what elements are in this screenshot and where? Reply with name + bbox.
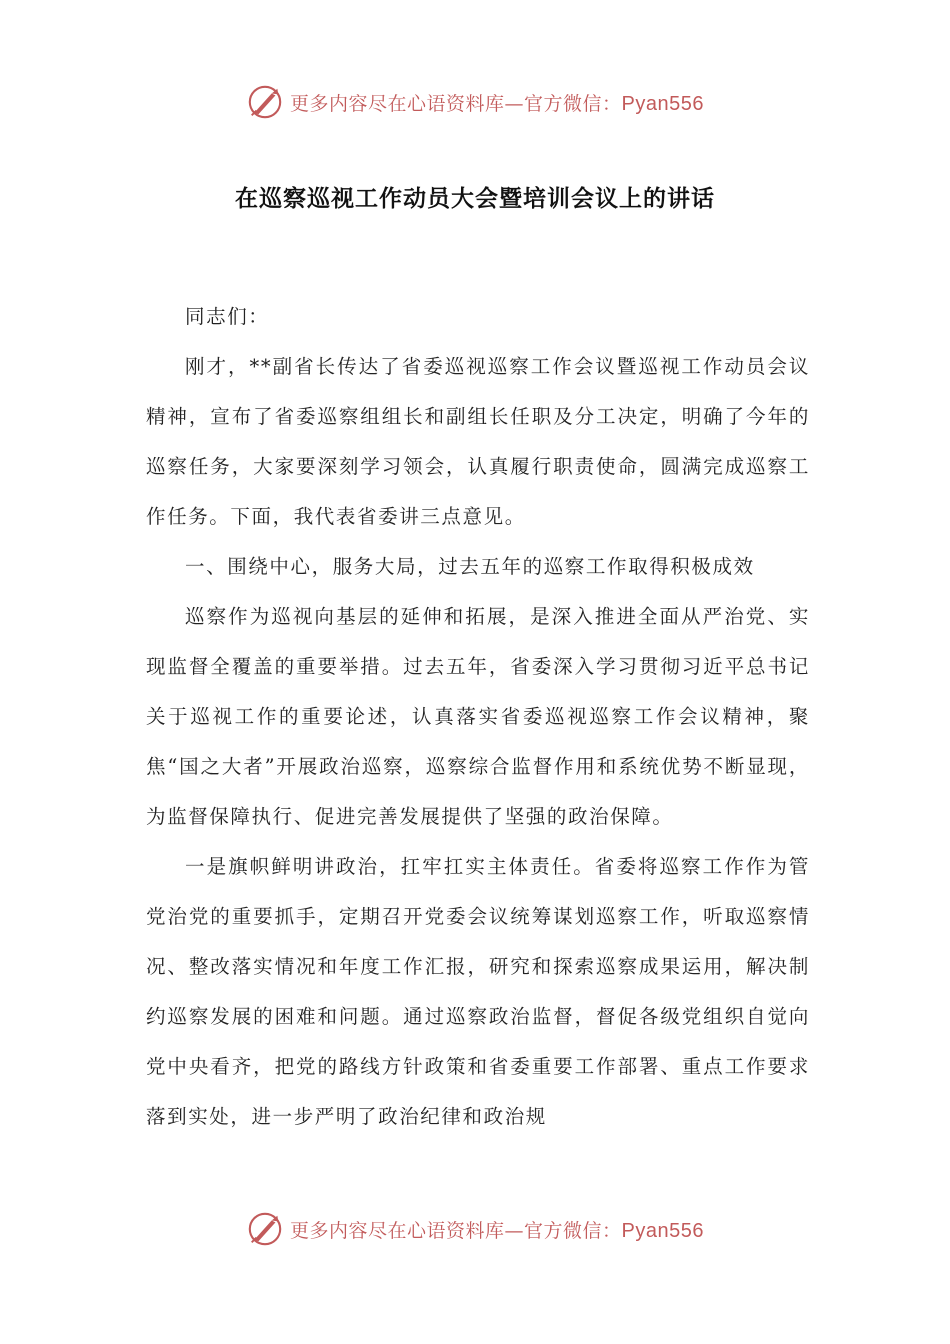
section-heading: 一、围绕中心，服务大局，过去五年的巡察工作取得积极成效	[185, 555, 755, 578]
quill-pen-logo-icon	[246, 83, 284, 121]
paragraph: 一是旗帜鲜明讲政治，扛牢扛实主体责任。省委将巡察工作作为管党治党的重要抓手，定期召开党委会议统筹谋划巡察工作，听取巡察情况、整改落实情况和年度工作汇报，研究和探索巡察成果运用，解决制约巡察发展的困难和问题。通过巡察政治监督，督促各级党组织自觉向党中央看齐，把党的路线方针政策和省委重要工作部署、重点工作要求落到实处，进一步严明了政治纪律和政治规	[146, 855, 810, 1128]
paragraph: 刚才，**副省长传达了省委巡视巡察工作会议暨巡视工作动员会议精神，宣布了省委巡察组组长和副组长任职及分工决定，明确了今年的巡察任务，大家要深刻学习领会，认真履行职责使命，圆满完成巡察工作任务。下面，我代表省委讲三点意见。	[146, 355, 810, 528]
salutation: 同志们：	[185, 305, 270, 328]
quill-pen-logo-icon	[246, 1210, 284, 1248]
header-wechat-id: Pyan556	[621, 92, 704, 115]
document-title: 在巡察巡视工作动员大会暨培训会议上的讲话	[235, 185, 715, 212]
footer-banner	[0, 1209, 950, 1249]
footer-wechat-id: Pyan556	[621, 1219, 704, 1242]
header-banner	[0, 82, 950, 122]
footer-banner-text: 更多内容尽在心语资料库—官方微信：Pyan556	[290, 1219, 704, 1242]
header-banner-text: 更多内容尽在心语资料库—官方微信：Pyan556	[290, 92, 704, 115]
document-body	[146, 292, 810, 1142]
paragraph: 巡察作为巡视向基层的延伸和拓展，是深入推进全面从严治党、实现监督全覆盖的重要举措。过去五年，省委深入学习贯彻习近平总书记关于巡视工作的重要论述，认真落实省委巡视巡察工作会议精神，聚焦“国之大者”开展政治巡察，巡察综合监督作用和系统优势不断显现，为监督保障执行、促进完善发展提供了坚强的政治保障。	[146, 605, 810, 828]
